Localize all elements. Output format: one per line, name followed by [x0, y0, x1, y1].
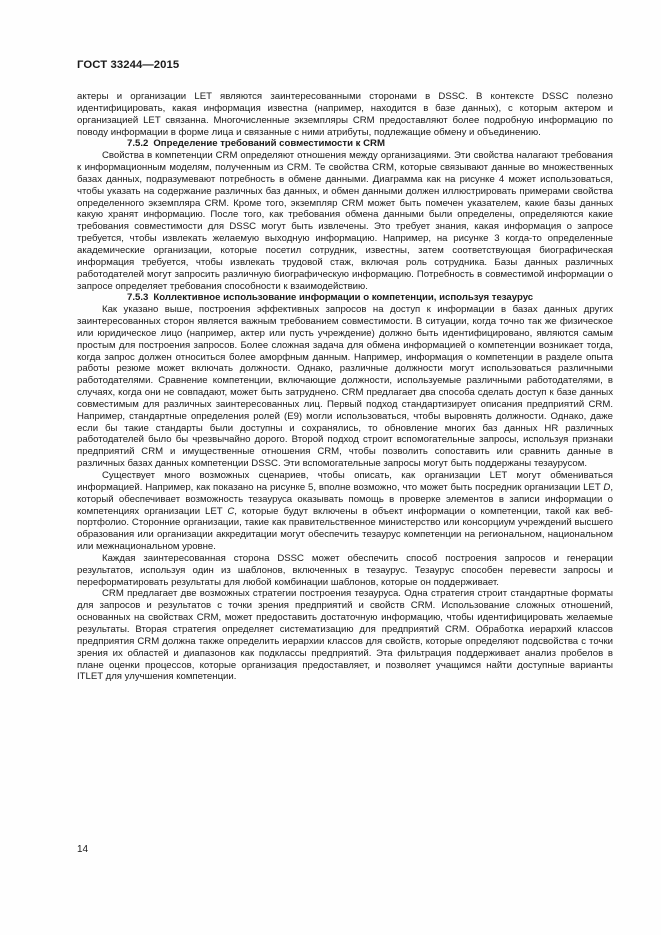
italic-letter: D [603, 481, 611, 493]
text-run: Существует много возможных сценариев, чтобы описать, как организации LET могут обмениваться информацией. Например, как показано на рисунке 5, вполне возможно, что может быть посредник организации LET [77, 470, 613, 493]
section-heading-7-5-3 [77, 292, 613, 304]
paragraph: CRM предлагает две возможных стратегии построения тезауруса. Одна стратегия строит стандартные форматы для запросов и результатов с точки зрения предприятий и свойств CRM. Использование сложных отношений, основанных на свойствах CRM, может предоставить достаточную информацию, чтобы идентифицировать желаемые результаты. Вторая стратегия определяет систематизацию для предприятий CRM. Обработка иерархий классов предприятия CRM должна также определить иерархии классов для свойств, которые определяют подсвойства с точки зрения их областей и диапазонов как подклассы предприятий. Эта фильтрация поддерживает анализ пробелов в плане оценки процессов, которые организация предоставляет, и позволяет учащимся найти доступные варианты ITLET для улучшения компетенции. [77, 588, 613, 683]
paragraph [77, 470, 613, 553]
page-number: 14 [77, 844, 89, 855]
italic-letter: C [227, 505, 235, 517]
paragraph: Как указано выше, построения эффективных запросов на доступ к информации в базах данных других заинтересованных сторон является важным требованием совместимости. В ситуации, когда точно так же физическое или юридическое лицо (например, актер или пусть учреждение) должно быть идентифицировано, являются самым простым для построения запросов. Более сложная задача для обмена информацией о компетенции возникает тогда, когда запрос должен относиться более аморфным данным. Например, информация о компетенции в разделе опыта работы резюме может включать должности. Однако, различные должности могут использоваться различными работодателями. Сравнение компетенции, включающие должности, используемые различными работодателями, в случаях, когда они не совпадают, может быть затруднено. CRM предлагает два способа сделать доступ к базе данных совместимым для различных заинтересованных лиц. Первый подход стандартизирует описания предприятий CRM. Например, стандартные определения ролей (E9) могли использоваться, чтобы выровнять должности. Однако, даже если бы такие стандарты были доступны и сохранялись, то обновление многих баз данных HR различных работодателей было бы чрезвычайно дорого. Второй подход строит вспомогательные запросы, используя признаки предприятий CRM и имущественные отношения CRM, чтобы позволить сопоставить или сравнить данные в различных базах данных компетенции DSSC. Эти вспомогательные запросы могут быть поддержаны тезаурусом. [77, 304, 613, 470]
paragraph: Свойства в компетенции CRM определяют отношения между организациями. Эти свойства налагают требования к информационным моделям, полученным из CRM. Те свойства CRM, которые связывают данные во множественных базах данных, подразумевают потребность в обмене данными. Диаграмма как на рисунке 4 может использоваться, чтобы указать на содержание различных баз данных, и обмен данными должен иллюстрировать примерами свойства определенного экземпляра CRM. Кроме того, экземпляр CRM может быть помечен указателем, какие базы данных какую хранят информацию. После того, как требования обмена данными были определены, определяются какие требования совместимости для DSSC могут быть извлечены. Это требует знания, какая информация о запросе требуется, чтобы извлекать желаемую выходную информацию. Например, на рисунке 3 когда-то определенные академические организации, которые посетил сотрудник, известны, затем соответствующая биографическая информация требуется, чтобы извлекать трудовой стаж, включая роль сотрудника. Базы данных различных работодателей могут запросить различную биографическую информацию. Потребность в совместимой информации о запросе определяет требования способности к взаимодействию. [77, 150, 613, 292]
section-heading-7-5-2 [77, 138, 613, 150]
paragraph: Каждая заинтересованная сторона DSSC может обеспечить способ построения запросов и генерации результатов, используя один из шаблонов, включенных в тезаурус. Тезаурус способен перевести запросы и переформатировать результаты для любой комбинации шаблонов, которые он поддерживает. [77, 552, 613, 588]
paragraph-continuation: актеры и организации LET являются заинтересованными сторонами в DSSC. В контексте DSSC полезно идентифицировать, какая информация известна (например, находится в базе данных), с которым актером и организацией LET связанна. Многочисленные экземпляры CRM предоставляют более подробную информацию по поводу информации в форме лица и связанные с ними атрибуты, подлежащие обмену и объединению. [77, 91, 613, 138]
document-header: ГОСТ 33244—2015 [77, 59, 180, 71]
text-run: , которые будут включены в объект информации о компетенции, такой как веб-портфолио. Сторонние организации, такие как правительственное министерство или консорциум учреждений высшего образования или организации аккредитации могут обеспечить тезаурус компетенции на региональном, национальном или межнациональном уровне. [77, 505, 614, 553]
page-content [77, 91, 613, 683]
section-title: Коллективное использование информации о компетенции, используя тезаурус [153, 292, 534, 304]
section-number: 7.5.2 [127, 138, 149, 150]
section-title: Определение требований совместимости к CRM [153, 138, 385, 150]
section-number: 7.5.3 [127, 292, 149, 304]
text-run: , который обеспечивает возможность тезауруса оказывать помощь в проверке элементов в записи информации о компетенциях организации LET [77, 481, 613, 517]
